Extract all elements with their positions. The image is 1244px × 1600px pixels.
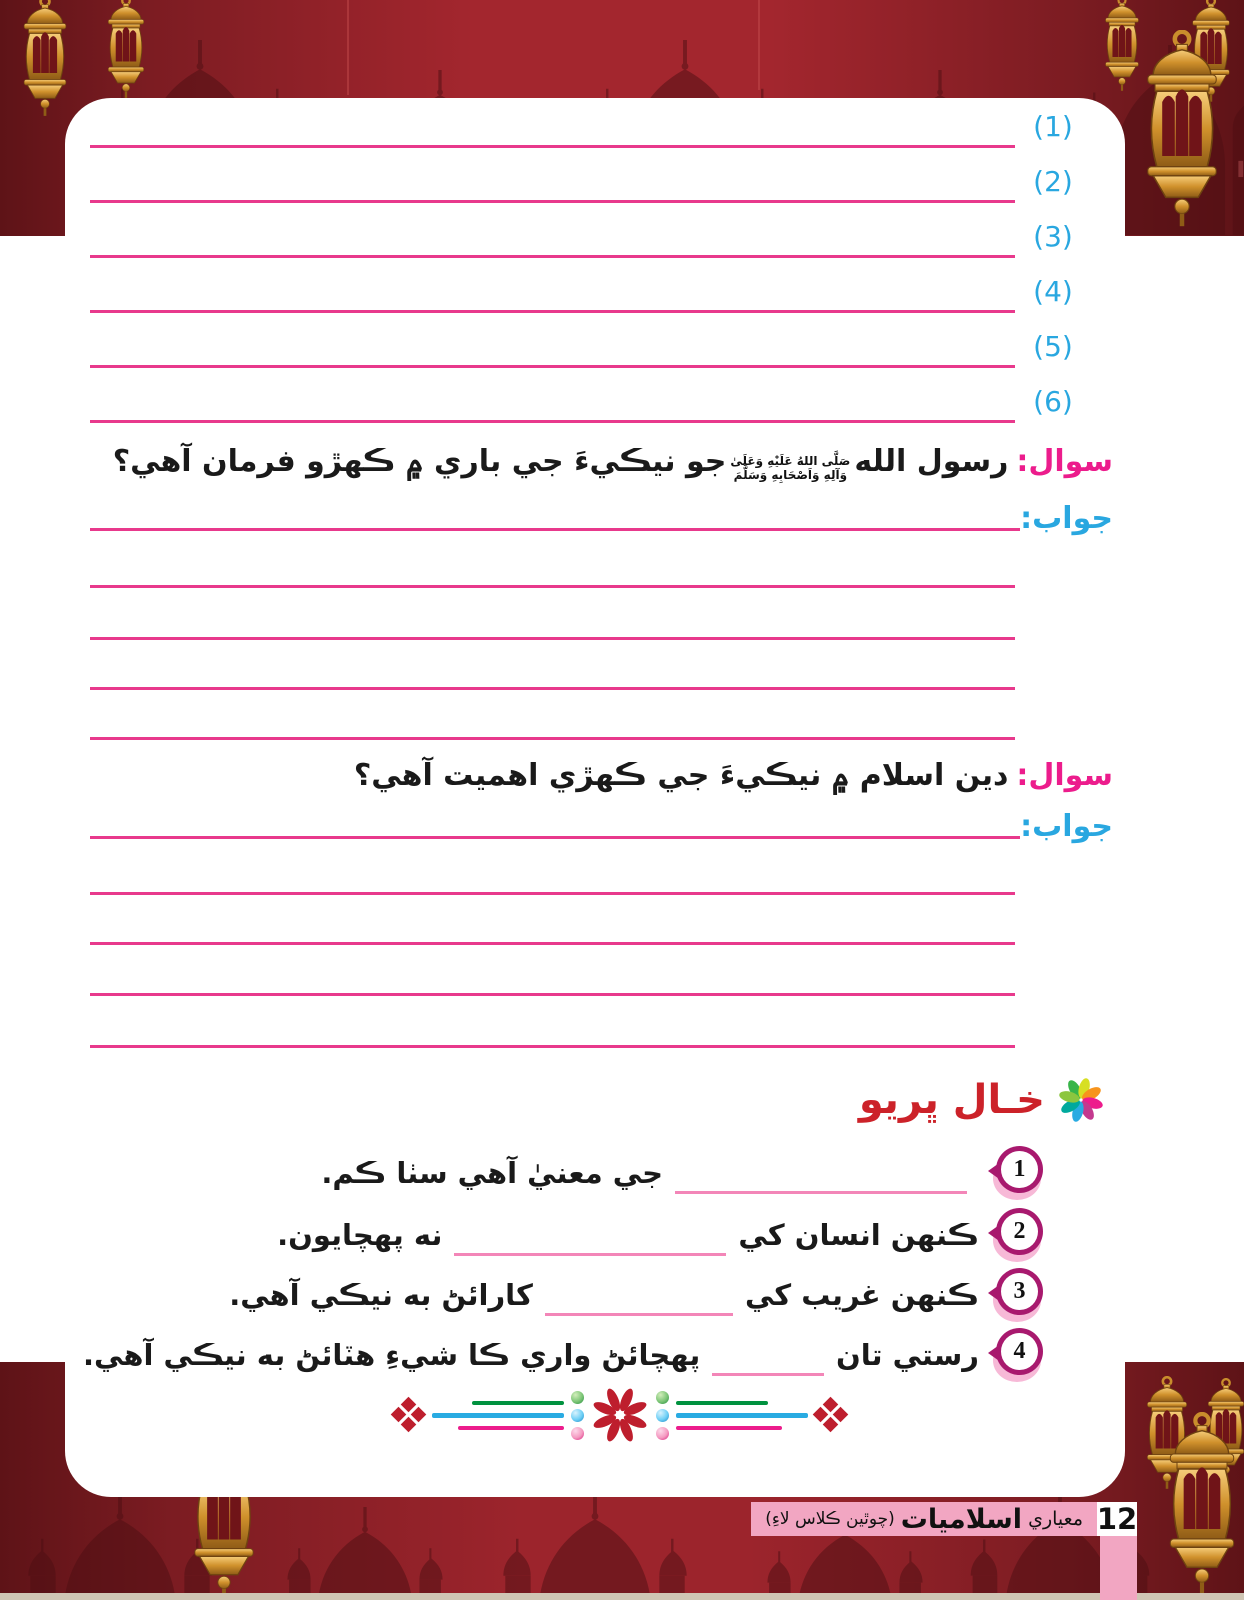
question-1-text-part2: جو نيڪيءَ جي باري ۾ ڪهڙو فرمان آهي؟: [112, 444, 727, 479]
item-number: 2: [1001, 1213, 1038, 1250]
fill-blank-item-3: [83, 1266, 1045, 1324]
numbered-blank-line: [90, 365, 1015, 368]
ornamental-divider: [393, 1386, 847, 1444]
divider-lines: [432, 1401, 564, 1430]
answer-blank-line: [90, 892, 1015, 895]
footer-ribbon: [1100, 1536, 1137, 1600]
blank-number: (5): [1033, 330, 1073, 363]
item-post-text: پهچائڻ واري ڪا شيءِ هٽائڻ به نيڪي آهي.: [83, 1338, 701, 1372]
item-post-text: کارائڻ به نيڪي آهي.: [229, 1278, 533, 1312]
item-number: 3: [1001, 1273, 1038, 1310]
numbered-blank-line: [90, 200, 1015, 203]
blank-number: (1): [1033, 110, 1073, 143]
item-number: 4: [1001, 1333, 1038, 1370]
item-number-badge: [991, 1328, 1045, 1382]
answer-blank-line: [90, 836, 1020, 839]
answer-blank-line: [90, 737, 1015, 740]
honorific-line-1: صَلَّى اللهُ عَلَيْهِ وَعَلَىٰ: [730, 453, 851, 468]
diamond-cluster-icon: [815, 1399, 847, 1431]
fill-blanks-heading: [859, 1076, 1105, 1124]
divider-flower-icon: [591, 1386, 649, 1444]
diamond-cluster-icon: [393, 1399, 425, 1431]
item-number-badge: [991, 1268, 1045, 1322]
lantern-icon: [98, 0, 154, 99]
blank-number: (2): [1033, 165, 1073, 198]
answer-blank-line: [90, 528, 1020, 531]
numbered-blank-line: [90, 255, 1015, 258]
blank-number: (4): [1033, 275, 1073, 308]
question-1-text-part1: رسول الله: [854, 444, 1009, 479]
answer-blank-line: [90, 687, 1015, 690]
book-title-bar: [751, 1502, 1097, 1536]
item-post-text: نه پهچايون.: [277, 1218, 443, 1252]
book-subtitle: (چوٿين ڪلاس لاءِ): [765, 1509, 895, 1529]
item-post-text: جي معنيٰ آهي سٺا ڪم.: [321, 1156, 663, 1190]
numbered-blank-line: [90, 420, 1015, 423]
book-series: معياري: [1028, 1508, 1083, 1530]
numbered-blank-line: [90, 310, 1015, 313]
fill-blank-line: [675, 1165, 967, 1194]
question-label: سوال:: [1016, 758, 1113, 793]
numbered-blank-line: [90, 145, 1015, 148]
item-number: 1: [1001, 1151, 1038, 1188]
question-2: [354, 750, 1113, 802]
divider-dots: [571, 1391, 584, 1440]
fill-blank-item-2: [83, 1206, 1045, 1264]
footer: [751, 1502, 1137, 1536]
lantern-icon: [1128, 30, 1236, 228]
question-label: سوال:: [1016, 444, 1113, 479]
fill-blank-line: [454, 1227, 726, 1256]
answer-2-label-row: [90, 804, 1113, 844]
divider-dots: [656, 1391, 669, 1440]
item-pre-text: ڪنهن انسان کي: [738, 1218, 979, 1252]
content-card: [65, 98, 1125, 1497]
answer-blank-line: [90, 942, 1015, 945]
blank-number: (3): [1033, 220, 1073, 253]
fill-blank-line: [712, 1347, 824, 1376]
fill-blanks-heading-text: خـال ڀريو: [858, 1077, 1045, 1123]
item-pre-text: رستي تان: [835, 1338, 979, 1372]
question-2-text: دين اسلام ۾ نيڪيءَ جي ڪهڙي اهميت آهي؟: [353, 758, 1009, 793]
fill-blank-item-1: [83, 1144, 1045, 1202]
fill-blank-item-4: [83, 1326, 1045, 1384]
page-edge-strip: [0, 1593, 1244, 1600]
honorific-line-2: وَآلِهِ وَاَصْحَابِهِ وَسَلَّمَ: [733, 468, 848, 482]
book-title: اسلاميات: [900, 1503, 1023, 1535]
answer-blank-line: [90, 993, 1015, 996]
lantern-cord: [758, 0, 760, 90]
answer-blank-line: [90, 585, 1015, 588]
lantern-icon: [1152, 1412, 1244, 1596]
item-pre-text: ڪنهن غريب کي: [744, 1278, 979, 1312]
question-1: [113, 436, 1113, 488]
mosque-silhouette-icon: [450, 1490, 740, 1600]
blank-number: (6): [1033, 385, 1073, 418]
answer-1-label-row: [90, 496, 1113, 536]
answer-blank-line: [90, 1045, 1015, 1048]
divider-lines: [676, 1401, 808, 1430]
item-number-badge: [991, 1208, 1045, 1262]
page-number: 12: [1096, 1502, 1138, 1536]
fill-blank-line: [545, 1287, 733, 1316]
flower-bullet-icon: [1057, 1076, 1105, 1124]
mosque-silhouette-icon: [250, 1507, 480, 1600]
answer-label: جواب:: [1020, 501, 1113, 536]
item-number-badge: [991, 1146, 1045, 1200]
answer-label: جواب:: [1020, 809, 1113, 844]
honorific-sallallahu: [730, 454, 850, 483]
lantern-icon: [12, 0, 78, 117]
answer-blank-line: [90, 637, 1015, 640]
lantern-cord: [347, 0, 349, 95]
